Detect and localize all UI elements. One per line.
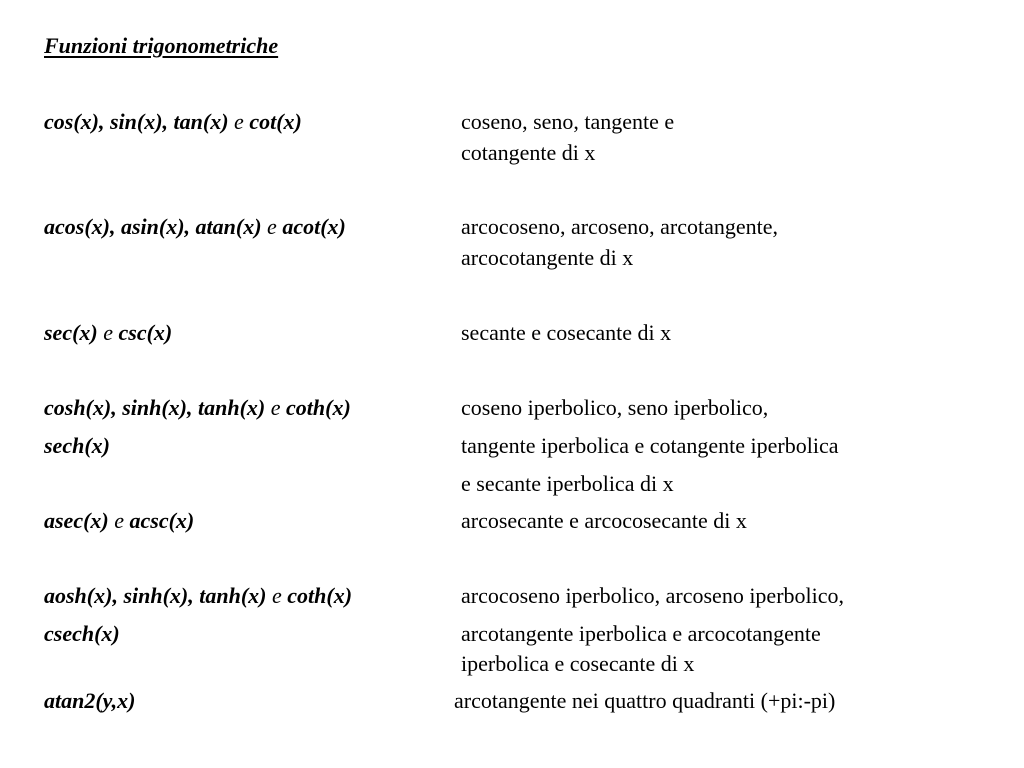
description-hyperbolic-line1: coseno iperbolico, seno iperbolico, xyxy=(461,395,769,420)
description-inverse-trig-line1: arcocoseno, arcoseno, arcotangente, xyxy=(461,214,779,239)
description-inverse-trig-line2: arcocotangente di x xyxy=(461,245,634,270)
description-hyperbolic-line2: tangente iperbolica e cotangente iperbolica xyxy=(461,433,839,458)
page-title: Funzioni trigonometriche xyxy=(44,33,279,58)
function-name-asec-acsc xyxy=(44,506,194,536)
description-hyperbolic-line3: e secante iperbolica di x xyxy=(461,471,674,496)
function-name-hyperbolic-line2: sech(x) xyxy=(44,433,110,458)
function-name-inverse-trig xyxy=(44,212,346,242)
function-last: cot(x) xyxy=(249,109,302,134)
description-inverse-hyperbolic-line3: iperbolica e cosecante di x xyxy=(461,651,695,676)
function-last: coth(x) xyxy=(287,583,353,608)
description-inverse-hyperbolic-line1: arcocoseno iperbolico, arcoseno iperbolico, xyxy=(461,583,845,608)
function-list: cos(x), sin(x), tan(x) xyxy=(44,109,229,134)
function-list: aosh(x), sinh(x), tanh(x) xyxy=(44,583,267,608)
description-inverse-hyperbolic-line2: arcotangente iperbolica e arcocotangente xyxy=(461,621,821,646)
function-name-trig xyxy=(44,107,302,137)
description-trig-line1: coseno, seno, tangente e xyxy=(461,109,675,134)
function-last: csc(x) xyxy=(118,320,173,345)
description-sec-csc: secante e cosecante di x xyxy=(461,320,672,345)
conjunction: e xyxy=(234,109,244,134)
conjunction: e xyxy=(267,214,277,239)
function-name-hyperbolic xyxy=(44,393,351,423)
function-name-atan2: atan2(y,x) xyxy=(44,688,136,713)
function-list: sec(x) xyxy=(44,320,98,345)
function-list: cosh(x), sinh(x), tanh(x) xyxy=(44,395,266,420)
conjunction: e xyxy=(114,508,125,533)
conjunction: e xyxy=(103,320,114,345)
description-atan2: arcotangente nei quattro quadranti (+pi:-pi) xyxy=(454,688,836,713)
function-name-inverse-hyperbolic xyxy=(44,581,352,611)
function-list: acos(x), asin(x), atan(x) xyxy=(44,214,262,239)
description-trig-line2: cotangente di x xyxy=(461,140,596,165)
function-name-sec-csc xyxy=(44,318,172,348)
function-list: asec(x) xyxy=(44,508,109,533)
function-last: coth(x) xyxy=(286,395,351,420)
function-name-inverse-hyperbolic-line2: csech(x) xyxy=(44,621,120,646)
conjunction: e xyxy=(270,395,281,420)
function-last: acot(x) xyxy=(282,214,346,239)
function-last: acsc(x) xyxy=(129,508,195,533)
description-asec-acsc: arcosecante e arcocosecante di x xyxy=(461,508,747,533)
conjunction: e xyxy=(271,583,282,608)
